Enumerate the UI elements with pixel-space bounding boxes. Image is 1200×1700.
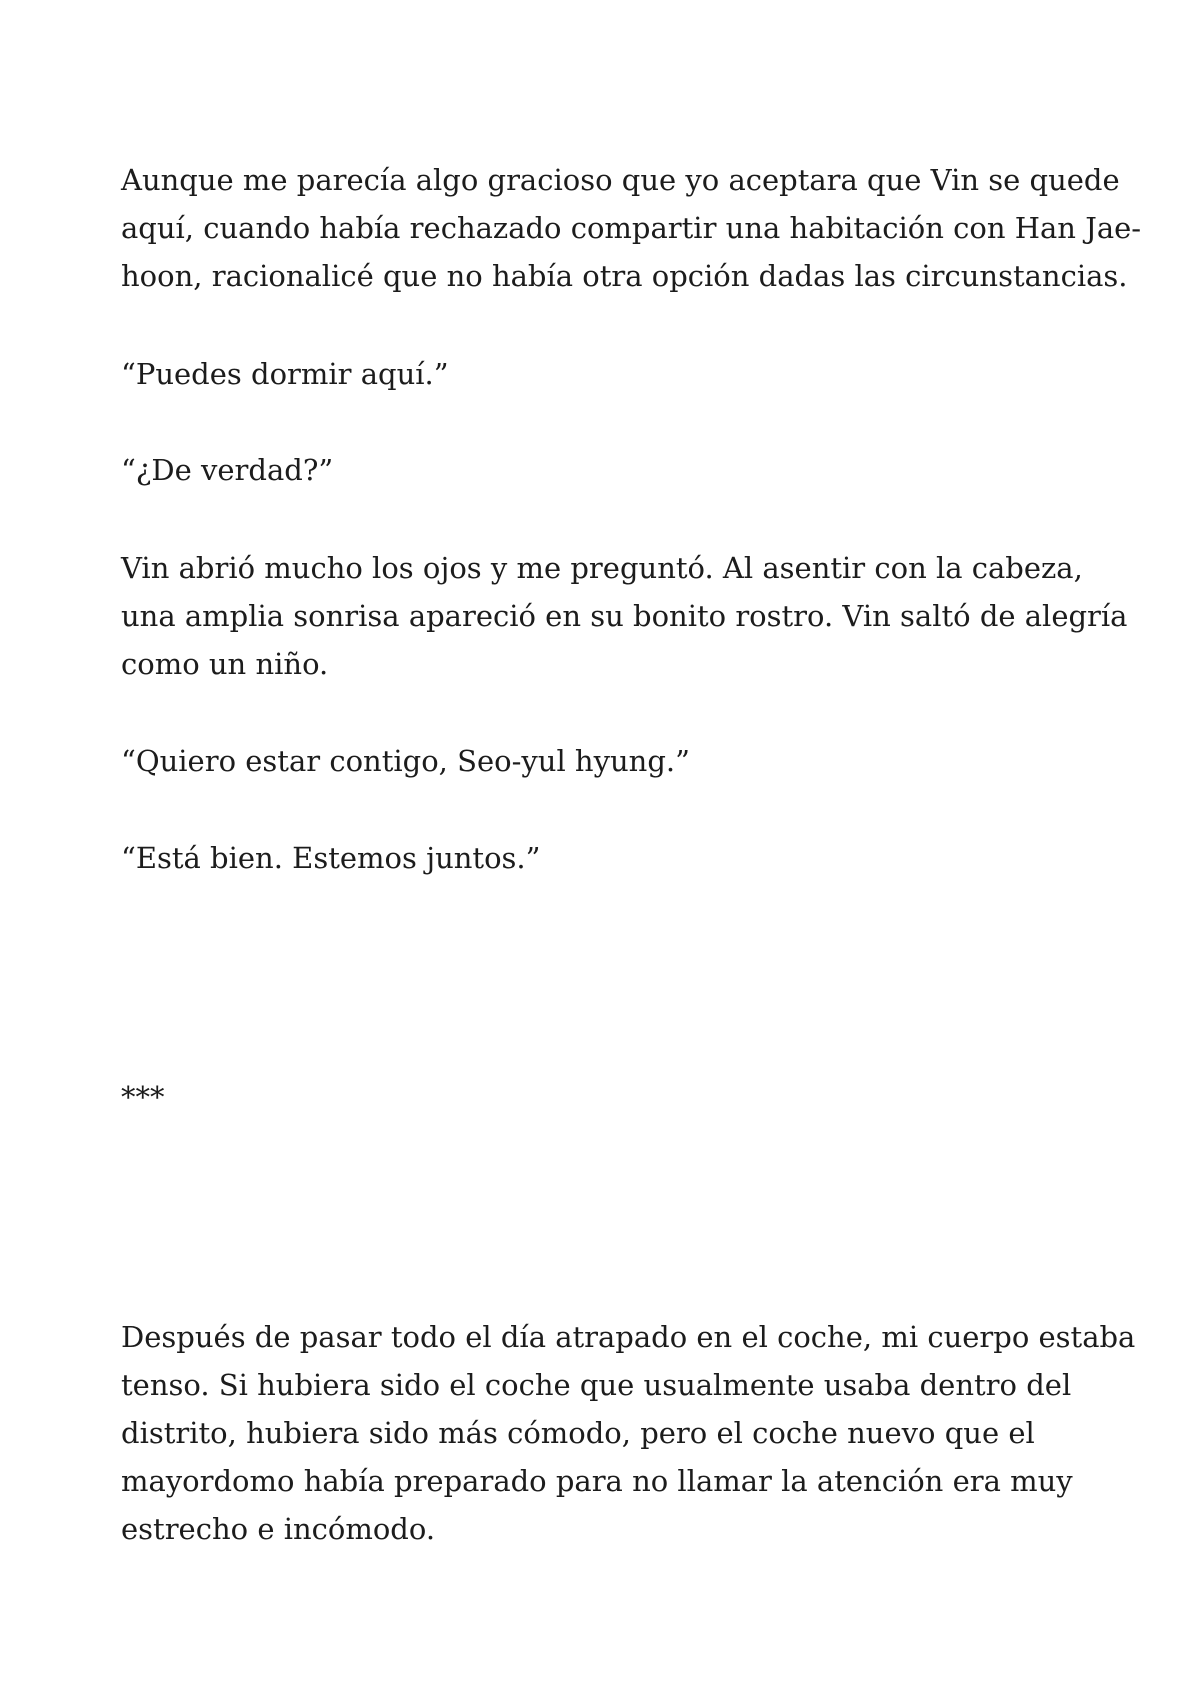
paragraph-line: Después de pasar todo el día atrapado en el coche, mi cuerpo estaba	[121, 1320, 1136, 1354]
paragraph-opening	[121, 156, 1142, 300]
dialogue-text: “Puedes dormir aquí.”	[121, 357, 449, 391]
dialogue-text: “Está bien. Estemos juntos.”	[121, 841, 541, 875]
scene-break-text: ***	[121, 1080, 165, 1114]
dialogue-line	[121, 446, 1081, 494]
paragraph-line: aquí, cuando había rechazado compartir una habitación con Han Jae-	[121, 211, 1142, 245]
dialogue-line	[121, 737, 1081, 785]
paragraph-line: tenso. Si hubiera sido el coche que usualmente usaba dentro del	[121, 1368, 1072, 1402]
paragraph-line: estrecho e incómodo.	[121, 1512, 436, 1546]
paragraph-line: mayordomo había preparado para no llamar la atención era muy	[121, 1464, 1073, 1498]
paragraph-line: una amplia sonrisa apareció en su bonito rostro. Vin saltó de alegría	[121, 599, 1128, 633]
dialogue-line	[121, 834, 1081, 882]
paragraph-reaction	[121, 544, 1128, 688]
scene-break	[121, 1073, 1081, 1121]
dialogue-text: “¿De verdad?”	[121, 453, 334, 487]
paragraph-line: Aunque me parecía algo gracioso que yo aceptara que Vin se quede	[121, 163, 1120, 197]
paragraph-line: distrito, hubiera sido más cómodo, pero el coche nuevo que el	[121, 1416, 1035, 1450]
dialogue-line	[121, 350, 1081, 398]
paragraph-line: Vin abrió mucho los ojos y me preguntó. Al asentir con la cabeza,	[121, 551, 1083, 585]
paragraph-car	[121, 1313, 1136, 1553]
paragraph-line: como un niño.	[121, 647, 329, 681]
dialogue-text: “Quiero estar contigo, Seo-yul hyung.”	[121, 744, 690, 778]
paragraph-line: hoon, racionalicé que no había otra opción dadas las circunstancias.	[121, 259, 1128, 293]
